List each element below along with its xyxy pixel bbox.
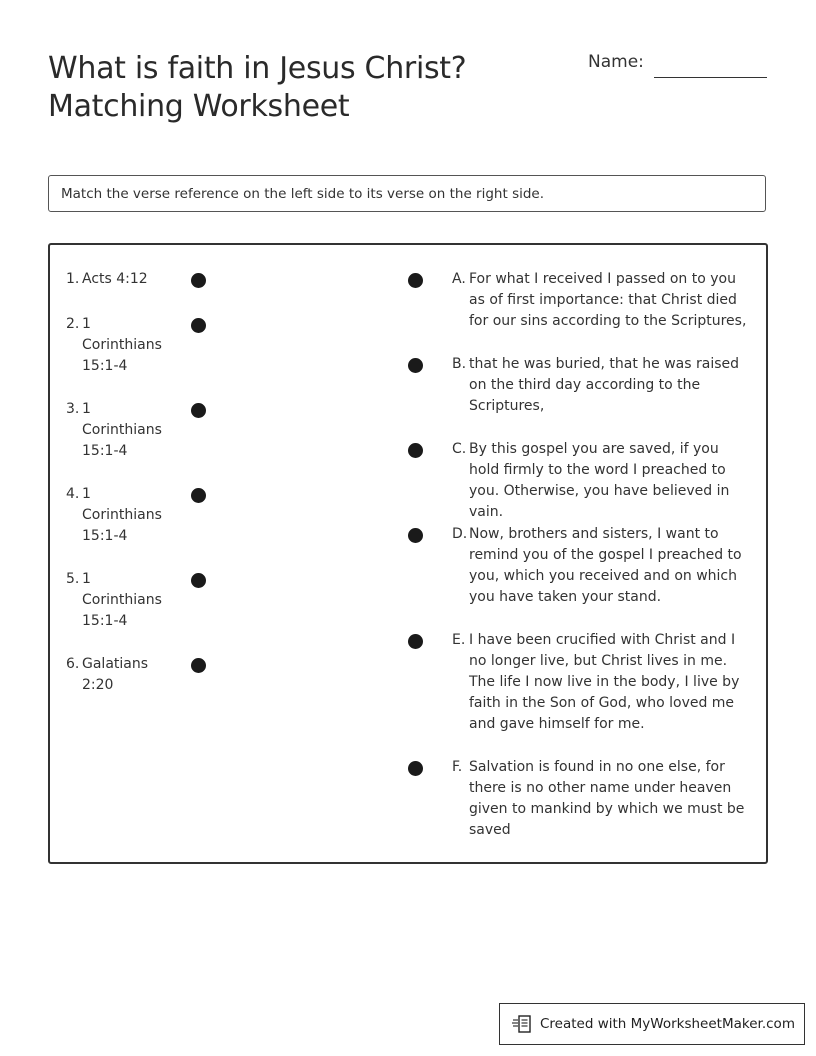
left-match-dot[interactable] xyxy=(191,273,206,288)
name-label: Name: xyxy=(588,52,644,72)
right-item-letter: F. xyxy=(452,759,463,775)
title-line-2: Matching Worksheet xyxy=(48,89,350,124)
right-item xyxy=(452,439,752,523)
left-item xyxy=(66,399,176,462)
footer-text: Created with MyWorksheetMaker.com xyxy=(540,1016,795,1032)
name-field[interactable] xyxy=(654,77,767,78)
right-match-dot[interactable] xyxy=(408,528,423,543)
left-match-dot[interactable] xyxy=(191,488,206,503)
right-item-text: that he was buried, that he was raised on the third day according to the Scriptures, xyxy=(469,356,740,414)
left-item-number: 5. xyxy=(66,571,80,587)
left-item xyxy=(66,484,176,547)
right-item-letter: B. xyxy=(452,356,467,372)
left-match-dot[interactable] xyxy=(191,658,206,673)
right-item-text: Now, brothers and sisters, I want to remind you of the gospel I preached to you, which you received and on which you have taken your stand. xyxy=(469,526,742,605)
right-item-letter: A. xyxy=(452,271,466,287)
right-match-dot[interactable] xyxy=(408,443,423,458)
right-item xyxy=(452,354,752,417)
right-item xyxy=(452,269,752,332)
left-item-text: 1 Corinthians 15:1-4 xyxy=(82,571,162,629)
right-item-letter: C. xyxy=(452,441,467,457)
right-match-dot[interactable] xyxy=(408,634,423,649)
left-item-text: 1 Corinthians 15:1-4 xyxy=(82,486,162,544)
page-title xyxy=(48,50,568,126)
right-item-text: Salvation is found in no one else, for there is no other name under heaven given to mankind by which we must be saved xyxy=(469,759,745,838)
right-item-text: For what I received I passed on to you as of first importance: that Christ died for our sins according to the Scriptures, xyxy=(469,271,747,329)
left-match-dot[interactable] xyxy=(191,318,206,333)
left-item xyxy=(66,269,176,290)
left-item xyxy=(66,569,176,632)
right-item-text: By this gospel you are saved, if you hold firmly to the word I preached to you. Otherwise, you have believed in vain. xyxy=(469,441,730,520)
left-item-text: 1 Corinthians 15:1-4 xyxy=(82,316,162,374)
left-item-number: 1. xyxy=(66,271,80,287)
right-match-dot[interactable] xyxy=(408,358,423,373)
right-item-letter: D. xyxy=(452,526,468,542)
left-match-dot[interactable] xyxy=(191,403,206,418)
instructions-box: Match the verse reference on the left side to its verse on the right side. xyxy=(48,175,766,212)
footer-credit[interactable] xyxy=(499,1003,805,1045)
title-line-1: What is faith in Jesus Christ? xyxy=(48,51,467,86)
right-item xyxy=(452,630,752,735)
right-item xyxy=(452,757,752,841)
right-match-dot[interactable] xyxy=(408,273,423,288)
right-match-dot[interactable] xyxy=(408,761,423,776)
left-match-dot[interactable] xyxy=(191,573,206,588)
left-item xyxy=(66,314,176,377)
left-item xyxy=(66,654,176,696)
left-item-text: 1 Corinthians 15:1-4 xyxy=(82,401,162,459)
left-item-number: 3. xyxy=(66,401,80,417)
left-item-number: 4. xyxy=(66,486,80,502)
left-item-text: Acts 4:12 xyxy=(82,271,148,287)
left-item-number: 6. xyxy=(66,656,80,672)
left-item-text: Galatians 2:20 xyxy=(82,656,149,693)
right-item xyxy=(452,524,752,608)
right-item-text: I have been crucified with Christ and I no longer live, but Christ lives in me. The life I now live in the body, I live by faith in the Son of God, who loved me and gave himself for me. xyxy=(469,632,740,732)
worksheet-maker-logo-icon xyxy=(512,1014,532,1034)
left-item-number: 2. xyxy=(66,316,80,332)
right-item-letter: E. xyxy=(452,632,466,648)
